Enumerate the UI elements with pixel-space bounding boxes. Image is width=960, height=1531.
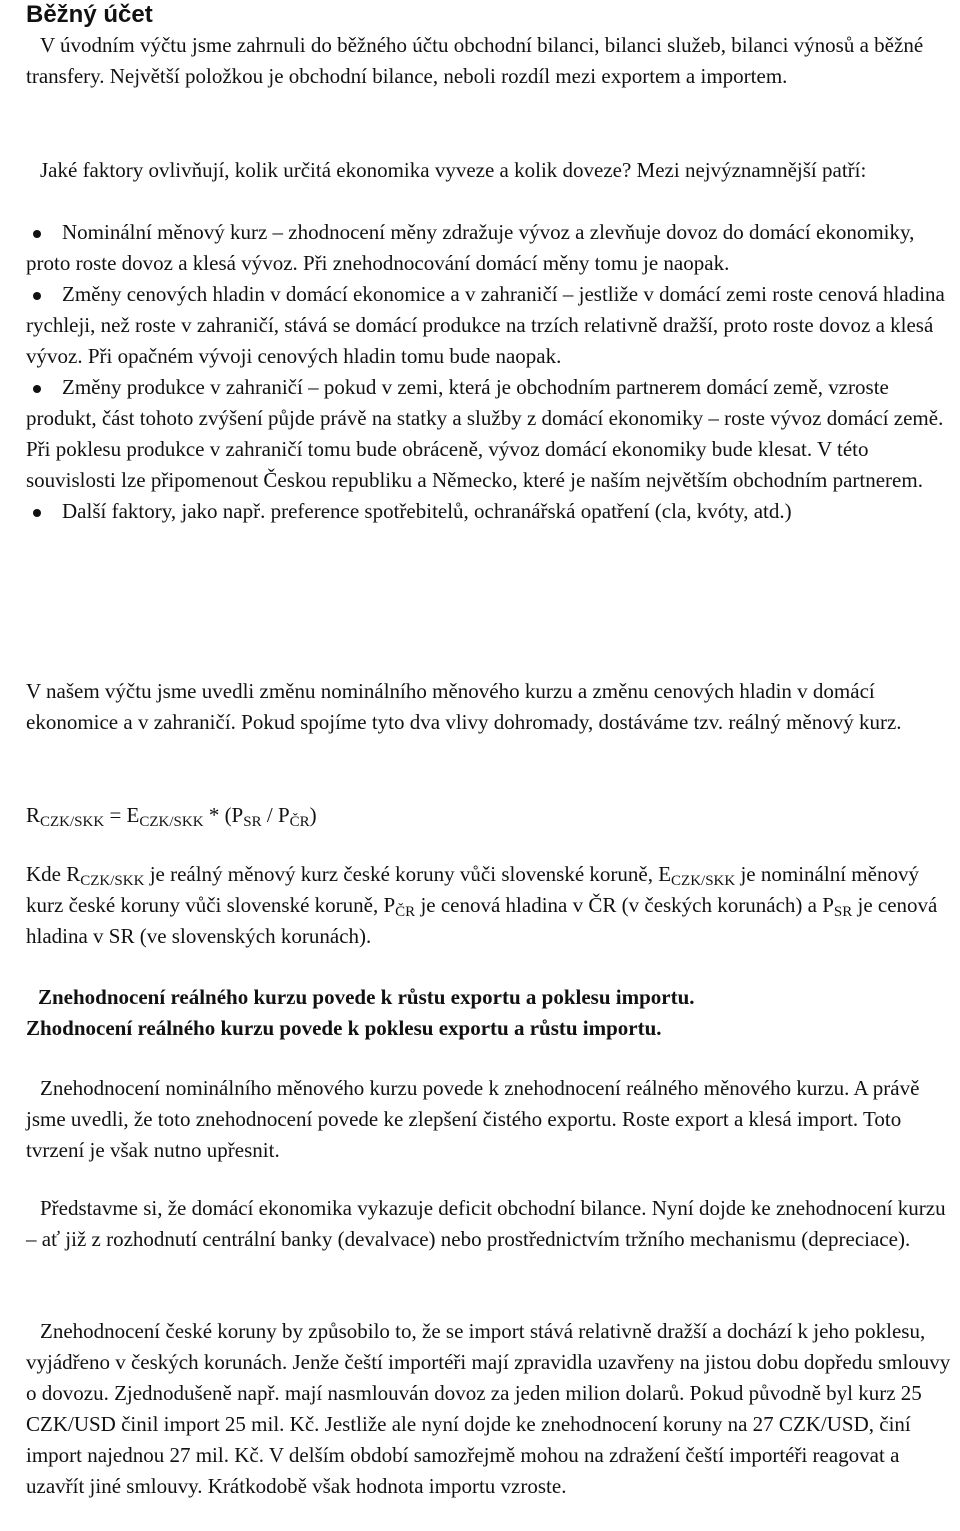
real-exchange-rate-formula: $R_{CZK/SKK} = E_{CZK/SKK} * (P_{SR} / P_{ČR})$ bbox=[26, 803, 317, 830]
paragraph-import-example: Znehodnocení české koruny by způsobilo to, že se import stává relativně dražší a dochází k jeho poklesu, vyjádřeno v českých korunách. Jenže čeští importéři mají zpravidla uzavřeny na jistou dobu dopředu smlouvy o dovozu. Zjednodušeně např. mají nasmlouván dovoz za jeden milion dolarů. Pokud původně byl kurz 25 CZK/USD činil import 25 mil. Kč. Jestliže ale nyní dojde ke znehodnocení koruny na 27 CZK/USD, činí import najednou 27 mil. Kč. V delším období samozřejmě mohou na zdražení čeští importéři reagovat a uzavřít jiné smlouvy. Krátkodobě však hodnota importu vzroste. bbox=[26, 1319, 951, 1498]
factors-list bbox=[26, 217, 951, 527]
bullet-icon bbox=[33, 292, 41, 300]
bullet-icon bbox=[33, 385, 41, 393]
page-title: Běžný účet bbox=[26, 1, 153, 28]
appreciation-statement: Zhodnocení reálného kurzu povede k poklesu exportu a růstu importu. bbox=[26, 1016, 662, 1040]
paragraph-nominal-depreciation: Znehodnocení nominálního měnového kurzu povede k znehodnocení reálného měnového kurzu. A právě jsme uvedli, že toto znehodnocení povede ke zlepšení čistého exportu. Roste export a klesá import. Toto tvrzení je však nutno upřesnit. bbox=[26, 1076, 920, 1162]
bullet-icon bbox=[33, 509, 41, 517]
real-rate-intro: V našem výčtu jsme uvedli změnu nominálního měnového kurzu a změnu cenových hladin v domácí ekonomice a v zahraničí. Pokud spojíme tyto dva vlivy dohromady, dostáváme tzv. reálný měnový kurz. bbox=[26, 679, 902, 734]
factors-question: Jaké faktory ovlivňují, kolik určitá ekonomika vyveze a kolik doveze? Mezi nejvýznamnější patří: bbox=[40, 158, 867, 182]
paragraph-trade-deficit: Představme si, že domácí ekonomika vykazuje deficit obchodní bilance. Nyní dojde ke znehodnocení kurzu – ať již z rozhodnutí centrální banky (devalvace) nebo prostřednictvím tržního mechanismu (depreciace). bbox=[26, 1196, 946, 1251]
list-item: Nominální měnový kurz – zhodnocení měny zdražuje vývoz a zlevňuje dovoz do domácí ekonomiky, proto roste dovoz a klesá vývoz. Při znehodnocování domácí měny tomu je naopak. bbox=[26, 220, 915, 275]
intro-paragraph: V úvodním výčtu jsme zahrnuli do běžného účtu obchodní bilanci, bilanci služeb, bilanci výnosů a běžné transfery. Největší položkou je obchodní bilance, neboli rozdíl mezi exportem a importem. bbox=[26, 33, 924, 88]
list-item: Další faktory, jako např. preference spotřebitelů, ochranářská opatření (cla, kvóty, atd.) bbox=[26, 496, 951, 527]
bullet-icon bbox=[33, 230, 41, 238]
list-item: Změny produkce v zahraničí – pokud v zemi, která je obchodním partnerem domácí země, vzroste produkt, část tohoto zvýšení půjde právě na statky a služby z domácí ekonomiky – roste vývoz domácí země. Při poklesu produkce v zahraničí tomu bude obráceně, vývoz domácí ekonomiky bude klesat. V této souvislosti lze připomenout Českou republiku a Německo, které je naším největším obchodním partnerem. bbox=[26, 375, 944, 492]
formula-explanation: Kde $R_{CZK/SKK}$ je reálný měnový kurz české koruny vůči slovenské koruně, $E_{CZK/SKK}$ je nominální měnový kurz české koruny vůči slovenské koruně, $P_{ČR}$ je cenová hladina v ČR (v českých korunách) a $P_{SR}$ je cenová hladina v SR (ve slovenských korunách). bbox=[26, 862, 938, 948]
list-item: Změny cenových hladin v domácí ekonomice a v zahraničí – jestliže v domácí zemi roste cenová hladina rychleji, než roste v zahraničí, stává se domácí produkce na trzích relativně dražší, proto roste dovoz a klesá vývoz. Při opačném vývoji cenových hladin tomu bude naopak. bbox=[26, 282, 945, 368]
depreciation-statement: Znehodnocení reálného kurzu povede k růstu exportu a poklesu importu. bbox=[38, 985, 695, 1009]
